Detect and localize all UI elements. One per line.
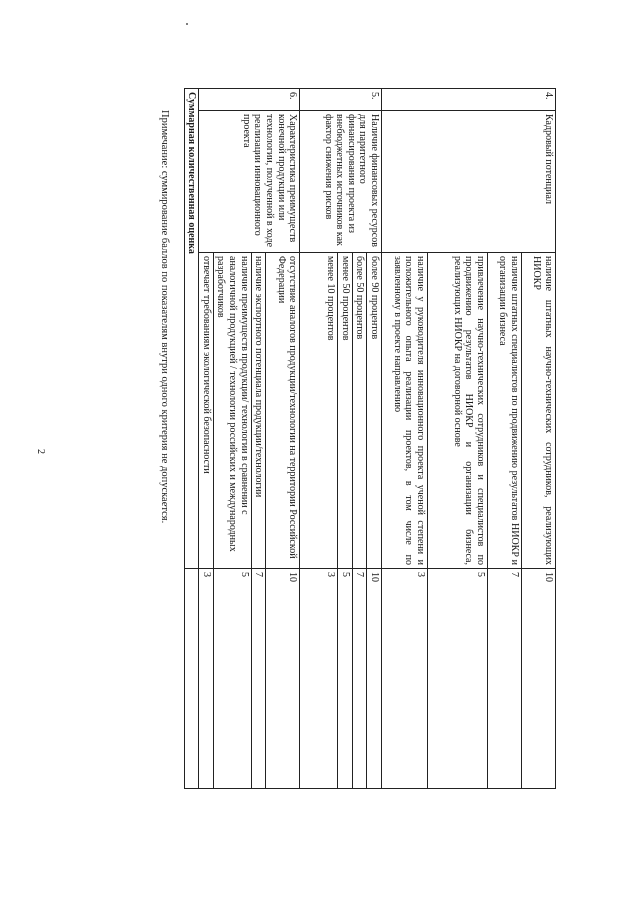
score-cell: 7 bbox=[251, 569, 266, 789]
indicator-cell: отвечает требованиям экологической безопасности bbox=[199, 253, 214, 569]
table-row bbox=[522, 89, 556, 789]
table-row bbox=[367, 89, 382, 789]
score-cell: 5 bbox=[428, 569, 488, 789]
total-row bbox=[184, 89, 199, 789]
criterion-cell: Наличие финансовых ресурсов для паритетного финансирования проекта из внебюджетных источников как фактор снижения рисков bbox=[300, 111, 382, 253]
score-cell: 3 bbox=[199, 569, 214, 789]
criterion-cell: Характеристика преимуществ конечной продукции или технологии, полученной в ходе реализации инновационного проекта bbox=[199, 111, 300, 253]
indicator-cell: более 50 процентов bbox=[352, 253, 367, 569]
indicator-cell: более 90 процентов bbox=[367, 253, 382, 569]
criteria-table bbox=[184, 88, 556, 789]
score-cell: 10 bbox=[367, 569, 382, 789]
total-label: Суммарная количественная оценка bbox=[184, 89, 199, 569]
score-cell: 5 bbox=[213, 569, 251, 789]
row-number: 5. bbox=[300, 89, 382, 111]
score-cell: 7 bbox=[352, 569, 367, 789]
score-cell: 7 bbox=[488, 569, 522, 789]
footnote: Примечание: суммирование баллов по показателям внутри одного критерия не допускается. bbox=[159, 110, 170, 524]
indicator-cell: привлечение научно-технических сотрудников и специалистов по продвижению результатов НИОКР и организации бизнеса, реализующих НИОКР на договорной основе bbox=[428, 253, 488, 569]
indicator-cell: наличие преимуществ продукции/ технологии в сравнении с аналогичной продукцией / технологии российских и международных разработчиков bbox=[213, 253, 251, 569]
row-number: 4. bbox=[382, 89, 556, 111]
row-number: 6. bbox=[199, 89, 300, 111]
score-cell: 3 bbox=[382, 569, 428, 789]
indicator-cell: менее 50 процентов bbox=[338, 253, 353, 569]
indicator-cell: менее 10 процентов bbox=[300, 253, 338, 569]
indicator-cell: отсутствие аналогов продукции/технологии на территории Российской Федерации bbox=[266, 253, 300, 569]
score-cell: 10 bbox=[522, 569, 556, 789]
page-number: 2 bbox=[35, 449, 46, 454]
criterion-cell: Кадровый потенциал bbox=[382, 111, 556, 253]
score-cell: 10 bbox=[266, 569, 300, 789]
indicator-cell: наличие у руководителя инновационного проекта ученой степени и положительного опыта реализации проектов, в том числе по заявленному в проекте направлению bbox=[382, 253, 428, 569]
score-cell: 3 bbox=[300, 569, 338, 789]
indicator-cell: наличие штатных научно-технических сотрудников, реализующих НИОКР bbox=[522, 253, 556, 569]
score-cell: 5 bbox=[338, 569, 353, 789]
indicator-cell: наличие штатных специалистов по продвижению результатов НИОКР и организации бизнеса bbox=[488, 253, 522, 569]
total-score-cell bbox=[184, 569, 199, 789]
table-row bbox=[266, 89, 300, 789]
indicator-cell: наличие экспортного потенциала продукции/технологии bbox=[251, 253, 266, 569]
